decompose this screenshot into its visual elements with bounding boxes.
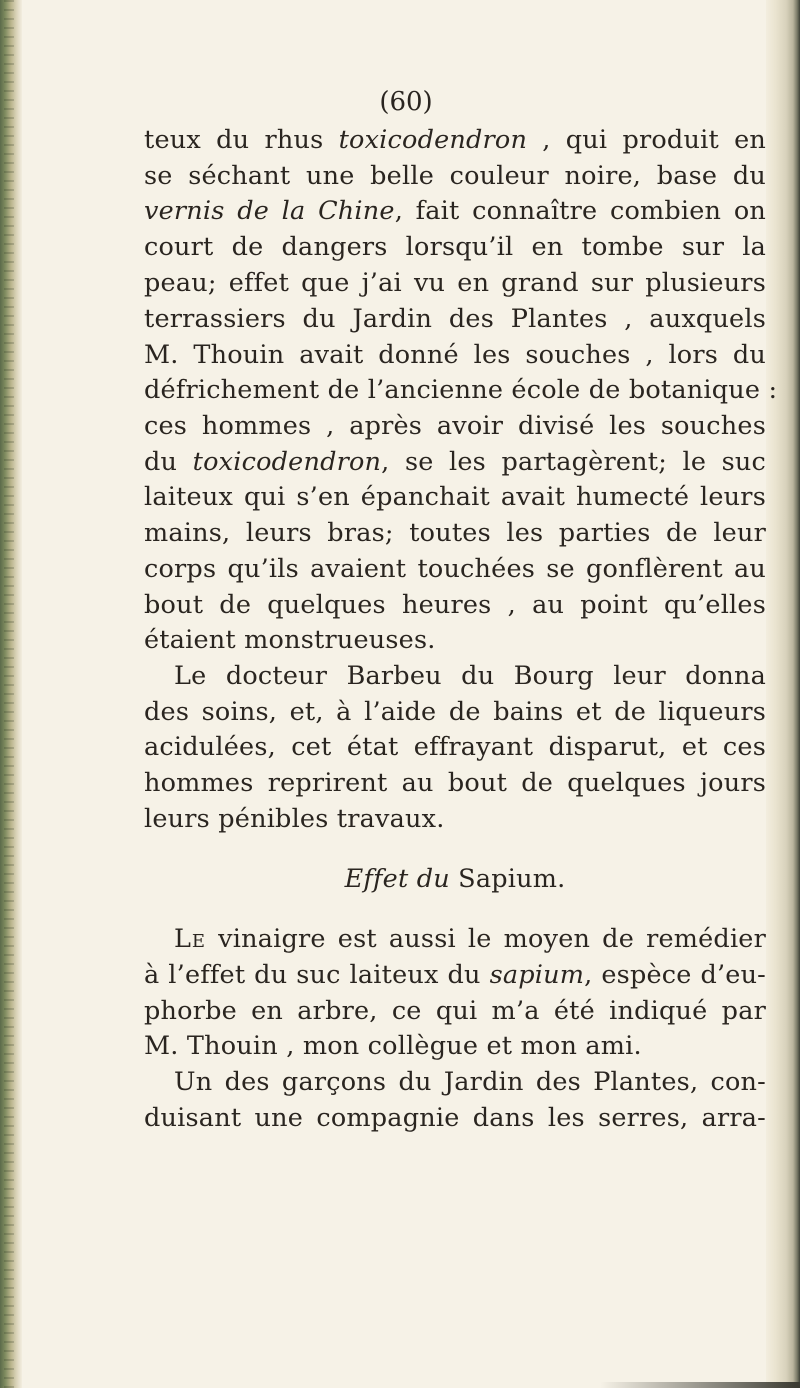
text-line: Le docteur Barbeu du Bourg leur donna bbox=[174, 661, 766, 691]
text-line: M. Thouin , mon collègue et mon ami. bbox=[144, 1031, 642, 1061]
text-line: teux du rhus toxicodendron , qui produit en bbox=[144, 125, 766, 155]
text-line: Le vinaigre est aussi le moyen de remédier bbox=[174, 924, 766, 954]
text-line: duisant une compagnie dans les serres, arra- bbox=[144, 1103, 766, 1133]
text-line: Un des garçons du Jardin des Plantes, con- bbox=[174, 1067, 766, 1097]
text-line: mains, leurs bras; toutes les parties de leur bbox=[144, 518, 766, 548]
text-line: vernis de la Chine, fait connaître combien on bbox=[144, 196, 766, 226]
text-line: laiteux qui s’en épanchait avait humecté leurs bbox=[144, 482, 766, 512]
text-line: défrichement de l’ancienne école de botanique : bbox=[144, 375, 778, 405]
text-line: phorbe en arbre, ce qui m’a été indiqué par bbox=[144, 996, 766, 1026]
text-line: à l’effet du suc laiteux du sapium, espèce d’eu- bbox=[144, 960, 767, 990]
text-line: du toxicodendron, se les partagèrent; le suc bbox=[144, 447, 767, 477]
text-line: étaient monstrueuses. bbox=[144, 625, 436, 655]
text-line: acidulées, cet état effrayant disparut, et ces bbox=[144, 732, 766, 762]
text-line: ces hommes , après avoir divisé les souches bbox=[144, 411, 766, 441]
text-line: se séchant une belle couleur noire, base du bbox=[144, 161, 766, 191]
text-line: corps qu’ils avaient touchées se gonflèrent au bbox=[144, 554, 766, 584]
page-header bbox=[0, 84, 800, 120]
text-line: M. Thouin avait donné les souches , lors du bbox=[144, 340, 766, 370]
text-line: court de dangers lorsqu’il en tombe sur la bbox=[144, 232, 766, 262]
text-line: des soins, et, à l’aide de bains et de liqueurs bbox=[144, 697, 766, 727]
text-line: peau; effet que j’ai vu en grand sur plusieurs bbox=[144, 268, 766, 298]
section-heading: Effet du Sapium. bbox=[344, 864, 566, 894]
page-number: (60) bbox=[379, 87, 433, 117]
text-line: bout de quelques heures , au point qu’elles bbox=[144, 590, 766, 620]
text-line: leurs pénibles travaux. bbox=[144, 804, 445, 834]
text-line: terrassiers du Jardin des Plantes , auxquels bbox=[144, 304, 766, 334]
text-line: hommes reprirent au bout de quelques jours bbox=[144, 768, 766, 798]
